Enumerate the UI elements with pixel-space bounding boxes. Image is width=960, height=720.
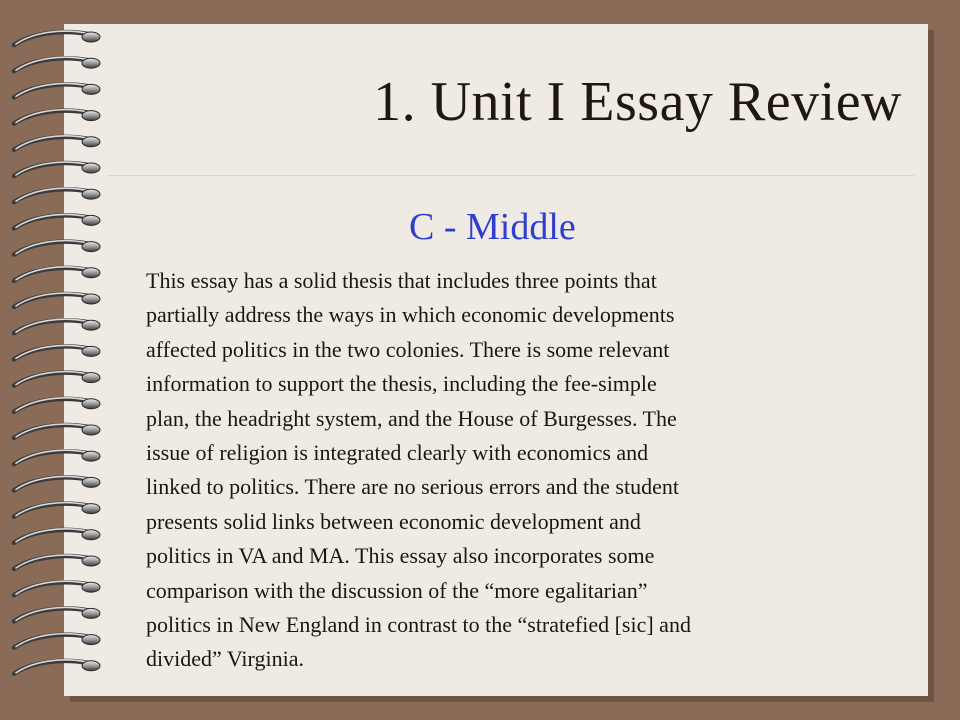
binding-ring-end	[82, 242, 100, 252]
binding-ring-end	[82, 608, 100, 618]
body-line: partially address the ways in which economic developments	[146, 302, 675, 328]
body-line: information to support the thesis, including the fee-simple	[146, 371, 657, 397]
binding-ring-end	[82, 268, 100, 278]
slide-title: 1. Unit I Essay Review	[373, 71, 902, 133]
body-line: divided” Virginia.	[146, 646, 304, 672]
binding-ring-end	[82, 111, 100, 121]
body-line: This essay has a solid thesis that includes three points that	[146, 268, 657, 293]
binding-ring-end	[82, 582, 100, 592]
body-line: comparison with the discussion of the “more egalitarian”	[146, 577, 648, 603]
body-line: affected politics in the two colonies. There is some relevant	[146, 336, 670, 362]
body-line: politics in New England in contrast to the “stratefied [sic] and	[146, 612, 691, 638]
slide-subtitle: C - Middle	[409, 206, 576, 248]
body-line: politics in VA and MA. This essay also incorporates some	[146, 543, 655, 569]
binding-ring-end	[82, 451, 100, 461]
binding-ring-end	[82, 635, 100, 645]
binding-ring-end	[82, 84, 100, 94]
binding-ring-end	[82, 163, 100, 173]
binding-ring-end	[82, 661, 100, 671]
body-line: plan, the headright system, and the House of Burgesses. The	[146, 405, 677, 431]
binding-ring-end	[82, 58, 100, 68]
binding-ring-end	[82, 32, 100, 42]
binding-ring-end	[82, 294, 100, 304]
body-line: issue of religion is integrated clearly with economics and	[146, 440, 649, 466]
binding-ring-end	[82, 189, 100, 199]
binding-ring-end	[82, 504, 100, 514]
binding-ring-end	[82, 346, 100, 356]
binding-ring-end	[82, 556, 100, 566]
spiral-binding-icon	[0, 0, 120, 720]
binding-ring-end	[82, 477, 100, 487]
title-divider	[108, 175, 914, 176]
body-line: linked to politics. There are no serious errors and the student	[146, 474, 679, 500]
binding-ring-end	[82, 425, 100, 435]
binding-ring-end	[82, 215, 100, 225]
binding-ring-end	[82, 530, 100, 540]
binding-ring-end	[82, 399, 100, 409]
binding-ring-end	[82, 320, 100, 330]
binding-ring-end	[82, 137, 100, 147]
body-line: presents solid links between economic development and	[146, 508, 641, 534]
body-paragraph	[146, 264, 886, 677]
binding-ring-end	[82, 373, 100, 383]
